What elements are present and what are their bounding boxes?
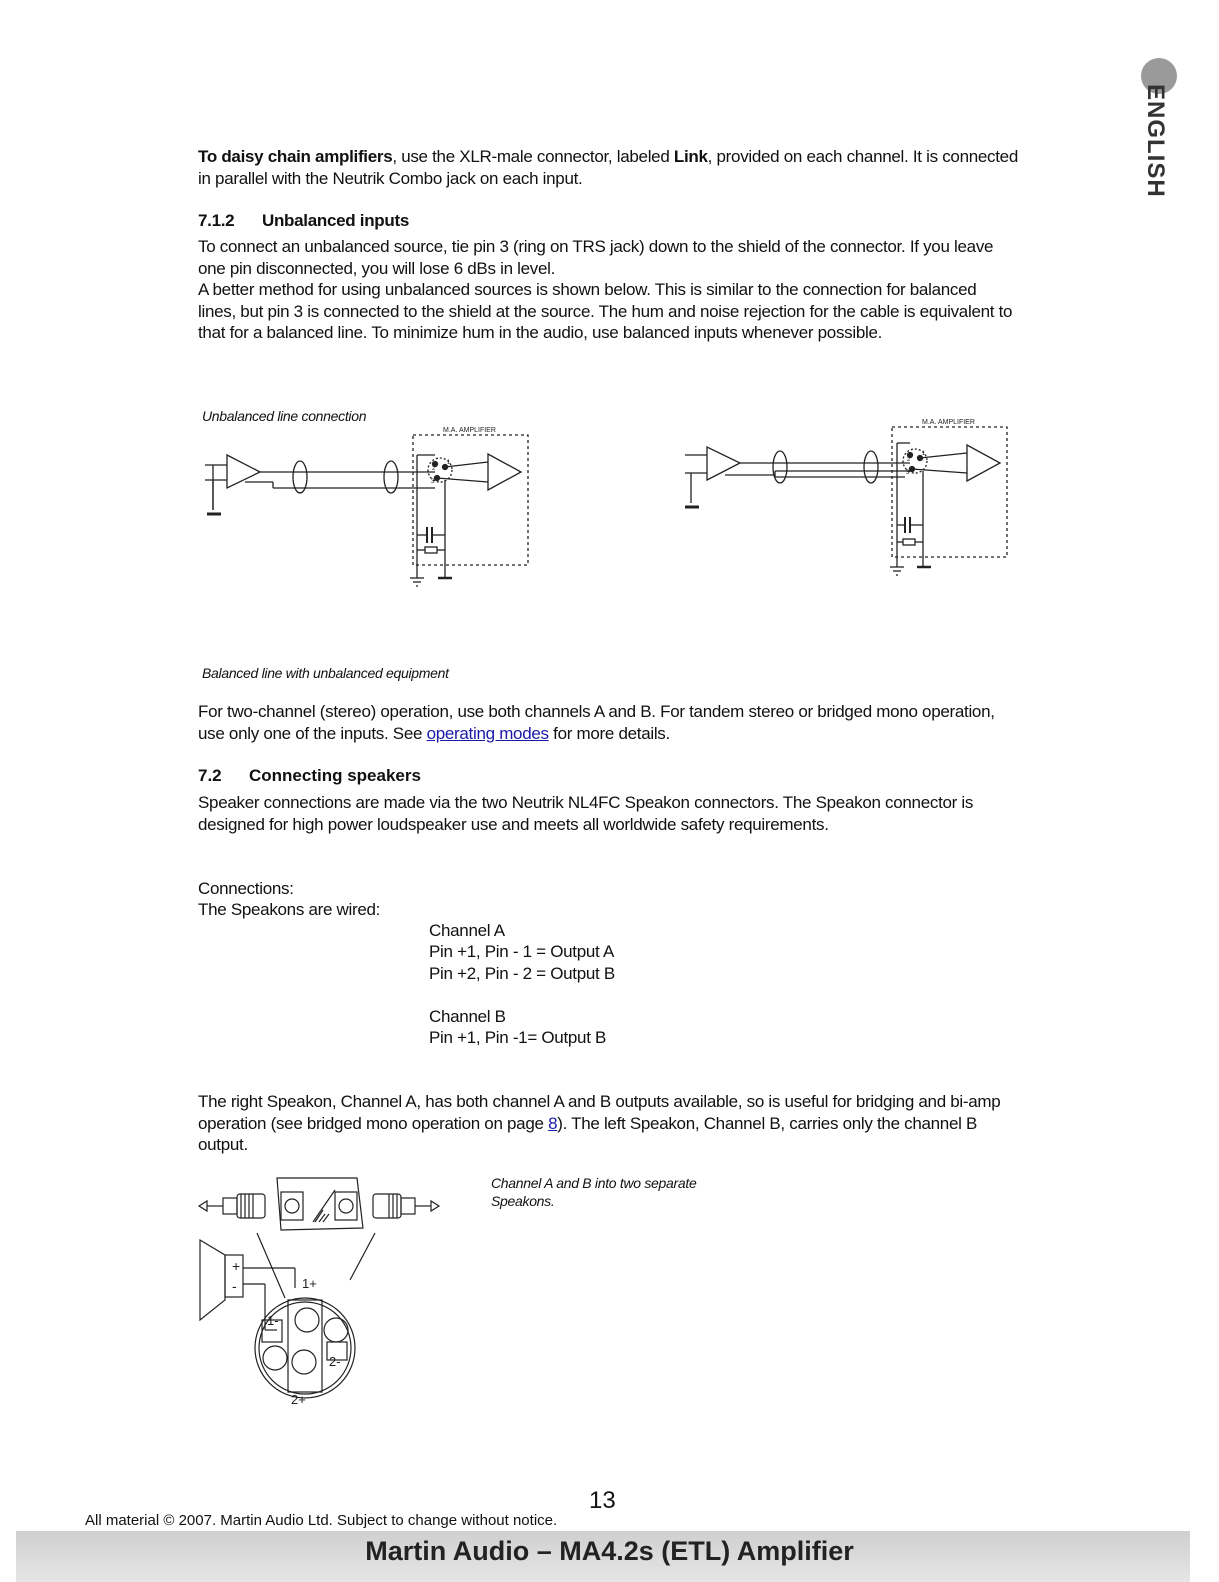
- pin-1minus-label: 1-: [267, 1313, 279, 1328]
- section-712-para1: To connect an unbalanced source, tie pin 3 (ring on TRS jack) down to the shield of the connector. If you leave one pin disconnected, you will lose 6 dBs in level.: [198, 237, 994, 278]
- intro-bold-link: Link: [673, 147, 708, 166]
- channel-a-line1: Pin +1, Pin - 1 = Output A: [429, 942, 614, 961]
- intro-text-b: , provided on each channel. It is connected in parallel with the Neutrik Combo jack on each input.: [198, 147, 1018, 188]
- speaker-minus-label: -: [232, 1278, 237, 1294]
- pin-2plus-label: 2+: [291, 1392, 306, 1407]
- page-number: 13: [589, 1487, 616, 1514]
- intro-text-a: , use the XLR-male connector, labeled: [392, 147, 674, 166]
- caption-unbalanced: Unbalanced line connection: [202, 408, 367, 424]
- section-712-body: [198, 236, 1018, 344]
- pin-label-left-2: 2: [432, 466, 436, 472]
- section-72-paragraph: Speaker connections are made via the two Neutrik NL4FC Speakon connectors. The Speakon connector is designed for high power loudspeaker use and meets all worldwide safety requirements.: [198, 793, 974, 834]
- amp-label-left: M.A. AMPLIFIER: [443, 427, 496, 434]
- pin-2minus-label: 2-: [329, 1354, 341, 1369]
- operating-modes-link[interactable]: operating modes: [426, 723, 549, 743]
- right-speakon-paragraph: [198, 1091, 1018, 1156]
- channel-b-line1: Pin +1, Pin -1= Output B: [429, 1028, 607, 1047]
- unbalanced-circuit-diagram: [195, 420, 540, 595]
- speakon-caption: Channel A and B into two separate Speakons.: [491, 1175, 697, 1209]
- amp-panel: [277, 1178, 363, 1230]
- pin-1plus-label: 1+: [302, 1276, 317, 1291]
- stereo-paragraph: [198, 701, 1018, 744]
- channel-b-label: Channel B: [429, 1007, 506, 1026]
- channel-a-line2: Pin +2, Pin - 2 = Output B: [429, 964, 615, 983]
- language-tab: [1139, 58, 1179, 198]
- balanced-circuit-diagram: [675, 415, 1020, 590]
- speakons-wired-label: The Speakons are wired:: [198, 900, 381, 919]
- section-712-para2: A better method for using unbalanced sources is shown below. This is similar to the connection for balanced lines, but pin 3 is connected to the shield at the source. The hum and noise rejection for the cable is equivalent to that for a balanced line. To minimize hum in the audio, use balanced inputs whenever possible.: [198, 280, 1013, 342]
- intro-paragraph: [198, 146, 1018, 189]
- right-speakon-text-b: ). The left Speakon, Channel B, carries only the channel B output.: [198, 1113, 978, 1154]
- section-72-number: 7.2: [198, 766, 222, 785]
- pin-label-left-1: 1: [447, 460, 451, 466]
- pin-label-right-2: 2: [907, 457, 911, 463]
- pin-label-left-3: 3: [431, 479, 435, 485]
- stereo-text-a: For two-channel (stereo) operation, use both channels A and B. For tandem stereo or bridged mono operation, use only one of the inputs. See: [198, 702, 995, 743]
- pin-label-right-1: 1: [922, 451, 926, 457]
- footer-title: Martin Audio – MA4.2s (ETL) Amplifier: [365, 1536, 854, 1566]
- caption-balanced: Balanced line with unbalanced equipment: [202, 665, 449, 681]
- channel-a-label: Channel A: [429, 921, 505, 940]
- stereo-text-b: for more details.: [548, 723, 670, 743]
- right-speakon-text-a: The right Speakon, Channel A, has both channel A and B outputs available, so is useful for bridging and bi-amp operation (see bridged mono operation on page: [198, 1092, 1001, 1133]
- source-opamp: [227, 455, 260, 488]
- page-8-link[interactable]: 8: [548, 1113, 558, 1133]
- connections-label: Connections:: [198, 879, 294, 898]
- speaker-plus-label: +: [232, 1258, 241, 1274]
- intro-bold-lead: To daisy chain amplifiers: [198, 147, 393, 166]
- speakon-wiring-figure: [195, 1170, 445, 1410]
- pin-label-right-3: 3: [906, 470, 910, 476]
- section-712-number: 7.1.2: [198, 211, 235, 230]
- section-712-title: Unbalanced inputs: [262, 211, 409, 230]
- amp-label-right: M.A. AMPLIFIER: [922, 419, 975, 426]
- language-tab-label: ENGLISH: [1142, 84, 1169, 198]
- section-72-title: Connecting speakers: [249, 766, 421, 785]
- copyright-notice: All material © 2007. Martin Audio Ltd. Subject to change without notice.: [85, 1512, 558, 1529]
